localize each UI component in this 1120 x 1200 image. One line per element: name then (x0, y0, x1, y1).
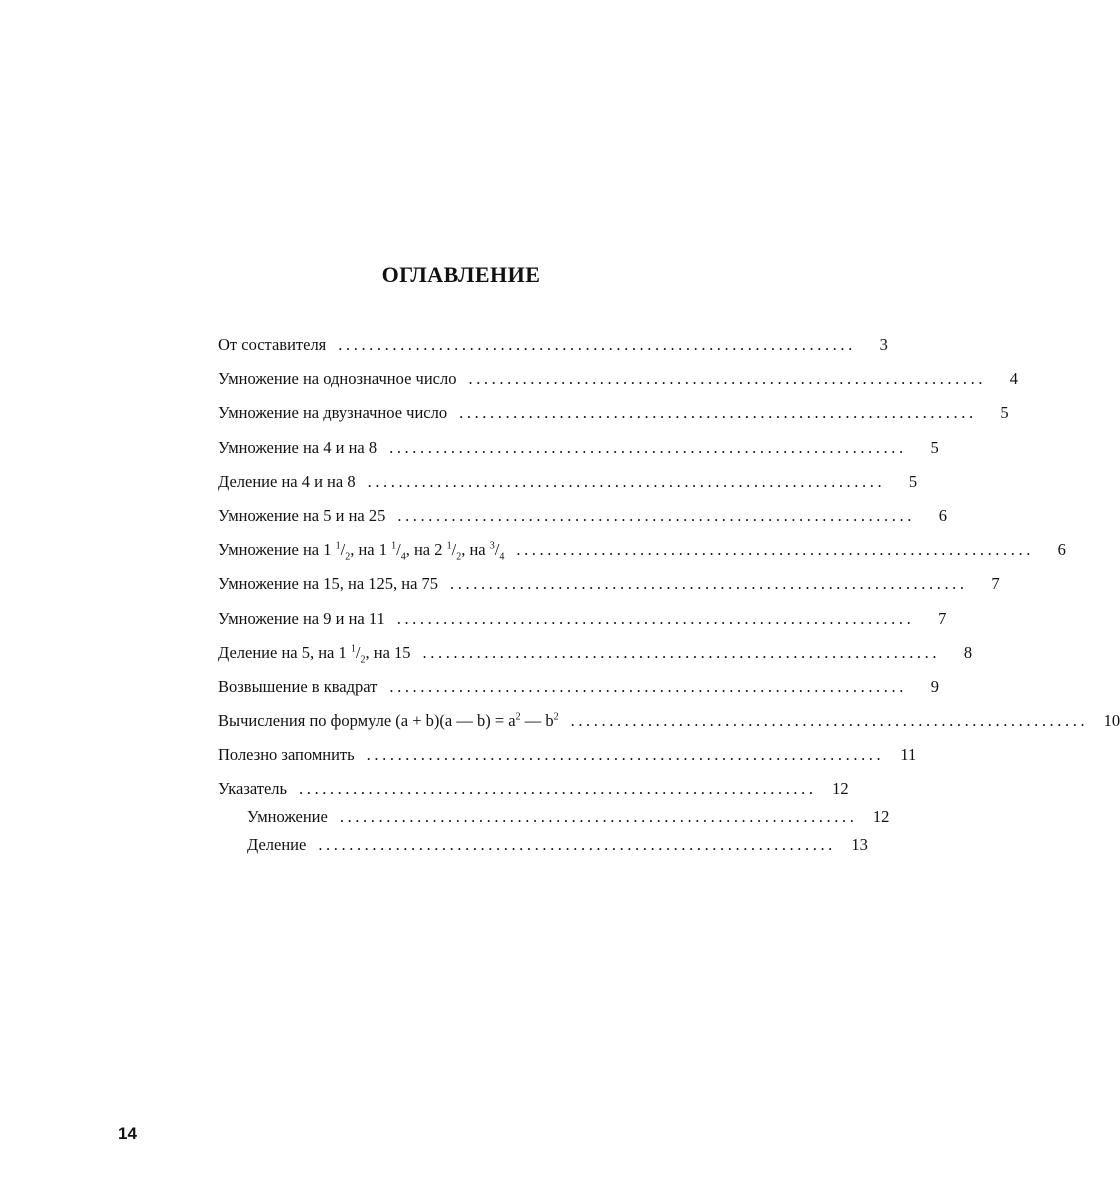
toc-entry-two-digit-multiplication[interactable] (218, 402, 1009, 424)
toc-entry-single-digit-multiplication[interactable] (218, 368, 1019, 390)
toc-leader-dots: ................................................................... (397, 505, 915, 525)
toc-entry-title: Полезно запомнить (218, 745, 355, 765)
toc-entry-title: Умножение на 4 и на 8 (218, 437, 378, 457)
toc-leader-dots: ................................................................... (422, 642, 941, 662)
toc-leader-dots: ................................................................... (338, 335, 856, 354)
toc-entry-page: 4 (1009, 369, 1019, 389)
toc-leader-dots: ................................................................... (516, 540, 1034, 560)
page-title: ОГЛАВЛЕНИЕ (381, 262, 541, 287)
toc-entry-page: 12 (872, 807, 890, 827)
toc-leader-dots: ................................................................... (570, 711, 1089, 731)
toc-entry-page: 7 (991, 574, 1000, 594)
toc-leader-dots: ................................................................... (396, 608, 915, 628)
toc-entry-index[interactable] (218, 778, 849, 800)
toc-entry-page: 3 (879, 335, 888, 354)
toc-entry-divide-by-5-fraction-15[interactable] (218, 642, 973, 665)
toc-entry-page: 10 (1103, 711, 1120, 731)
toc-entry-title: Умножение на 5 и на 25 (218, 505, 386, 525)
toc-entry-title: Умножение на однозначное число (218, 369, 457, 389)
toc-entry-page: 9 (930, 676, 939, 696)
toc-entry-multiply-by-4-and-8[interactable] (218, 437, 939, 459)
toc-leader-dots: ................................................................... (318, 835, 836, 855)
toc-entry-title: Вычисления по формуле (a + b)(a — $b) = a^2$ — $b^2$ (218, 711, 559, 731)
toc-leader-dots: ................................................................... (459, 403, 977, 423)
toc-entry-page: 7 (938, 608, 947, 628)
toc-entry-page: 12 (832, 779, 849, 799)
toc-entry-title: От составителя (218, 335, 327, 354)
toc-entry-page: 5 (930, 437, 939, 457)
toc-leader-dots: ................................................................... (468, 369, 987, 389)
toc-entry-divide-by-4-and-8[interactable] (218, 471, 918, 493)
toc-entry-title: Умножение на 9 и на 11 (218, 608, 385, 628)
toc-entry-page: 5 (1000, 403, 1009, 423)
toc-subentry-division[interactable] (218, 834, 868, 856)
toc-entry-title: Умножение на 1 $^1/_2$, на 1 $^1/_4$, на 2 $^1/_2$, на $^3/_4$ (218, 540, 505, 563)
toc-entry-page: 5 (908, 471, 918, 491)
toc-entry-title: Умножение на двузначное число (218, 403, 448, 423)
toc-entry-title: Возвышение в квадрат (218, 676, 378, 696)
toc-entry-title: Деление (247, 835, 307, 855)
toc-entry-from-compiler[interactable] (218, 334, 888, 356)
toc-entry-page: 11 (900, 745, 917, 765)
toc-entry-squaring[interactable] (218, 676, 939, 698)
toc-leader-dots: ................................................................... (389, 437, 907, 457)
toc-entry-title: Умножение на 15, на 125, на 75 (218, 574, 439, 594)
page-number: 14 (118, 1124, 137, 1143)
toc-entry-formula-calculations[interactable] (218, 710, 1120, 732)
table-of-contents (218, 334, 1120, 862)
toc-entry-page: 13 (851, 835, 868, 855)
toc-entry-multiply-by-15-125-75[interactable] (218, 573, 1000, 595)
toc-leader-dots: ................................................................... (389, 676, 907, 696)
toc-entry-page: 6 (1057, 540, 1066, 560)
toc-leader-dots: ................................................................... (366, 745, 885, 765)
toc-entry-multiply-by-5-and-25[interactable] (218, 505, 947, 527)
toc-entry-useful-to-remember[interactable] (218, 744, 917, 766)
toc-entry-multiply-by-fractions[interactable] (218, 539, 1066, 563)
toc-leader-dots: ................................................................... (367, 471, 886, 491)
toc-entry-title: Указатель (218, 779, 288, 799)
toc-entry-title: Умножение (247, 807, 328, 827)
toc-leader-dots: ................................................................... (339, 807, 858, 827)
toc-entry-multiply-by-9-and-11[interactable] (218, 608, 947, 630)
toc-entry-page: 8 (963, 642, 973, 662)
toc-entry-title: Деление на 4 и на 8 (218, 471, 356, 491)
toc-entry-page: 6 (938, 505, 947, 525)
toc-leader-dots: ................................................................... (299, 779, 817, 799)
toc-subentry-multiplication[interactable] (218, 806, 890, 828)
toc-entry-title: Деление на 5, на 1 $^1/_2$, на 15 (218, 642, 411, 665)
toc-leader-dots: ................................................................... (450, 574, 968, 594)
